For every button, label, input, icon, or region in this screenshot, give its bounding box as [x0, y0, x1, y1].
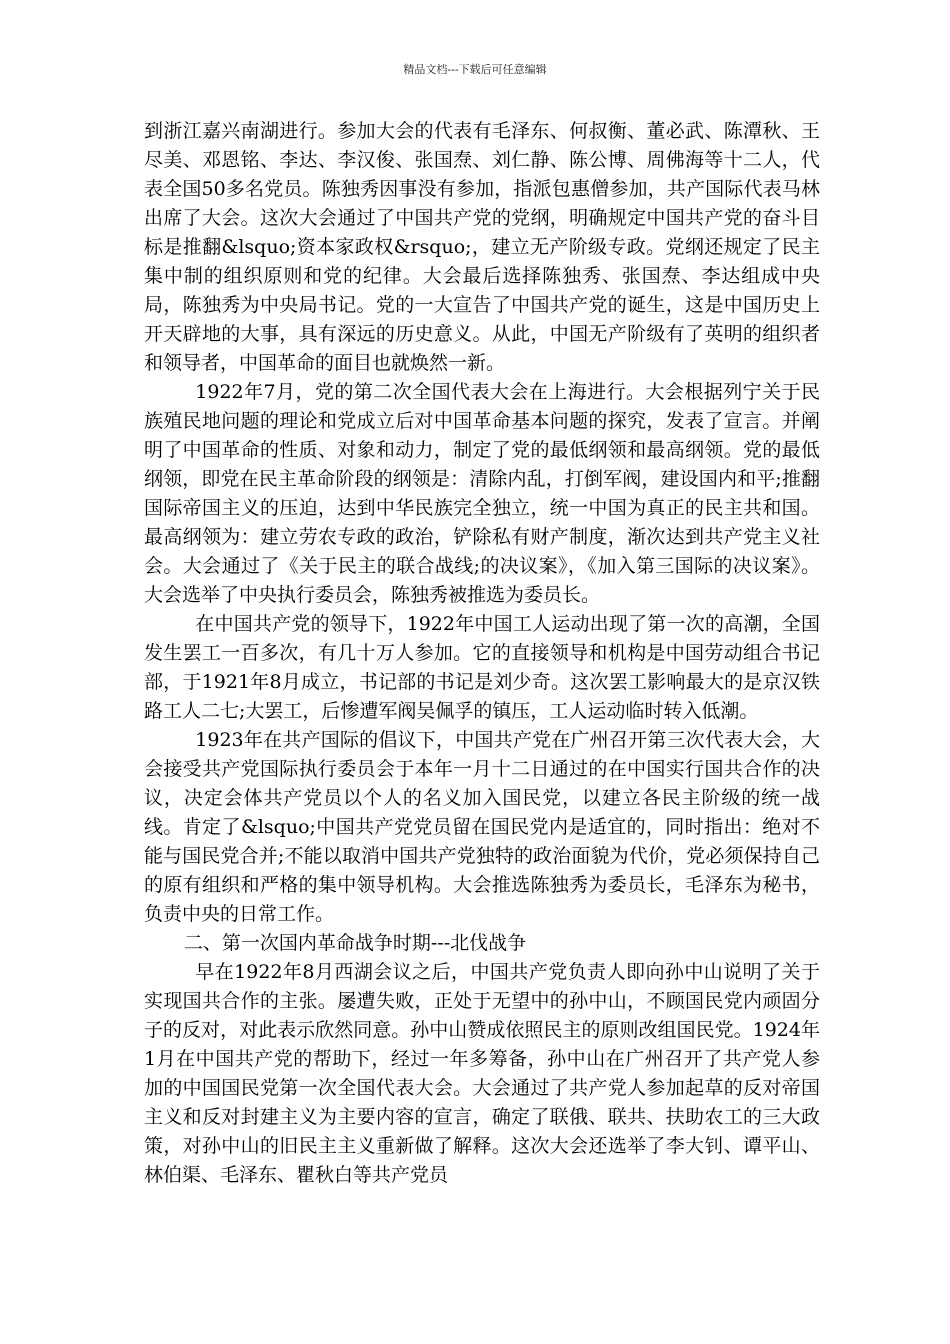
paragraph-third-congress: 1923年在共产国际的倡议下，中国共产党在广州召开第三次代表大会，大会接受共产党国际执行委员会于本年一月十二日通过的在中国实行国共合作的决议，决定会体共产党员以个人的名义加入国民党，以建立各民主阶级的统一战线。肯定了&lsquo;中国共产党党员留在国民党内是适宜的，同时指出：绝对不能与国民党合并;不能以取消中国共产党独特的政治面貌为代价，党必须保持自己的原有组织和严格的集中领导机构。大会推选陈独秀为委员长，毛泽东为秘书，负责中央的日常工作。 [144, 729, 820, 925]
paragraph-kmt-cooperation: 早在1922年8月西湖会议之后，中国共产党负责人即向孙中山说明了关于实现国共合作的主张。屡遭失败，正处于无望中的孙中山，不顾国民党内顽固分子的反对，对此表示欣然同意。孙中山赞成依照民主的原则改组国民党。1924年1月在中国共产党的帮助下，经过一年多筹备，孙中山在广州召开了共产党人参加的中国国民党第一次全国代表大会。大会通过了共产党人参加起草的反对帝国主义和反对封建主义为主要内容的宣言，确定了联俄、联共、扶助农工的三大政策，对孙中山的旧民主主义重新做了解释。这次大会还选举了李大钊、谭平山、林伯渠、毛泽东、瞿秋白等共产党员 [144, 961, 820, 1186]
paragraph-labor-movement: 在中国共产党的领导下，1922年中国工人运动出现了第一次的高潮，全国发生罢工一百多次，有几十万人参加。它的直接领导和机构是中国劳动组合书记部，于1921年8月成立，书记部的书记是刘少奇。这次罢工影响最大的是京汉铁路工人二七;大罢工，后惨遭军阀吴佩孚的镇压，工人运动临时转入低潮。 [144, 613, 820, 722]
section-heading-northern-expedition: 二、第一次国内革命战争时期---北伐战争 [183, 932, 527, 954]
paragraph-first-congress: 到浙江嘉兴南湖进行。参加大会的代表有毛泽东、何叔衡、董必武、陈潭秋、王尽美、邓恩铭、李达、李汉俊、张国焘、刘仁静、陈公博、周佛海等十二人，代表全国50多名党员。陈独秀因事没有参加，指派包惠僧参加，共产国际代表马林出席了大会。这次大会通过了中国共产党的党纲，明确规定中国共产党的奋斗目标是推翻&lsquo;资本家政权&rsquo;，建立无产阶级专政。党纲还规定了民主集中制的组织原则和党的纪律。大会最后选择陈独秀、张国焘、李达组成中央局，陈独秀为中央局书记。党的一大宣告了中国共产党的诞生，这是中国历史上开天辟地的大事，具有深远的历史意义。从此，中国无产阶级有了英明的组织者和领导者，中国革命的面目也就焕然一新。 [144, 120, 820, 374]
document-body [144, 117, 820, 1190]
paragraph-second-congress: 1922年7月，党的第二次全国代表大会在上海进行。大会根据列宁关于民族殖民地问题的理论和党成立后对中国革命基本问题的探究，发表了宣言。并阐明了中国革命的性质、对象和动力，制定了党的最低纲领和最高纲领。党的最低纲领，即党在民主革命阶段的纲领是：清除内乱，打倒军阀，建设国内和平;推翻国际帝国主义的压迫，达到中华民族完全独立，统一中国为真正的民主共和国。最高纲领为：建立劳农专政的政治，铲除私有财产制度，渐次达到共产党主义社会。大会通过了《关于民主的联合战线;的决议案》，《加入第三国际的决议案》。大会选举了中央执行委员会，陈独秀被推选为委员长。 [144, 381, 820, 606]
page-header: 精品文档---下载后可任意编辑 [403, 63, 547, 76]
